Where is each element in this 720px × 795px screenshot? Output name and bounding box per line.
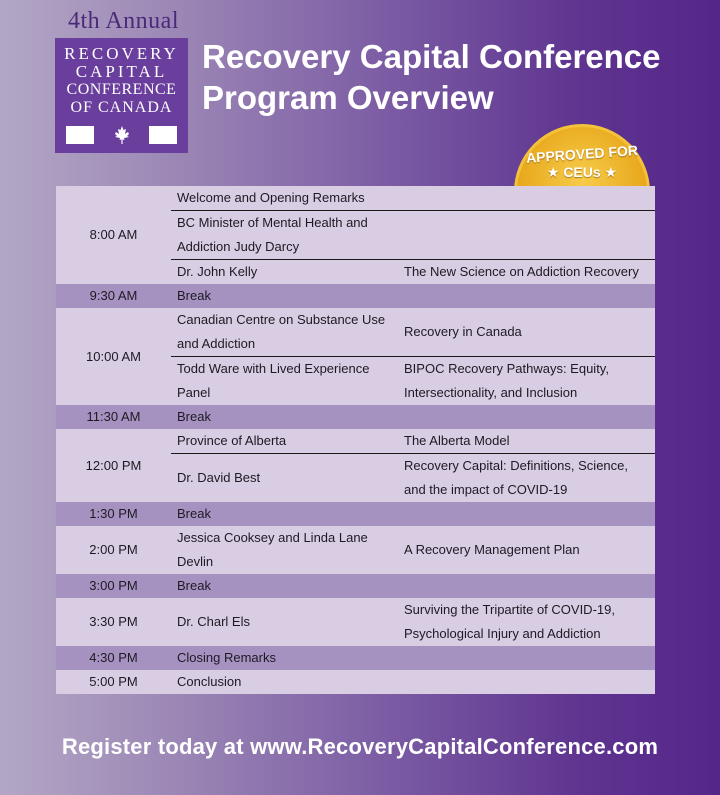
- session-speaker: Todd Ware with Lived Experience Panel: [171, 357, 401, 406]
- break-row: [56, 405, 655, 429]
- session-topic-empty: [401, 211, 655, 260]
- time-cell: 10:00 AM: [56, 308, 171, 405]
- break-label: Break: [171, 574, 655, 598]
- program-schedule-table: [56, 186, 655, 694]
- break-label: Break: [171, 405, 655, 429]
- title-line-1: Recovery Capital Conference: [202, 38, 661, 75]
- badge-text-approved: APPROVED FOR: [525, 142, 639, 166]
- page-title: [202, 36, 682, 118]
- schedule-row: [56, 429, 655, 454]
- session-speaker: Jessica Cooksey and Linda Lane Devlin: [171, 526, 401, 574]
- session-speaker: BC Minister of Mental Health and Addiction Judy Darcy: [171, 211, 401, 260]
- schedule-row: [56, 308, 655, 357]
- logo-line-canada: OF CANADA: [70, 99, 173, 116]
- break-row: [56, 284, 655, 308]
- logo-line-capital: CAPITAL: [75, 62, 168, 81]
- session-speaker: Dr. David Best: [171, 454, 401, 503]
- break-row: [56, 502, 655, 526]
- time-cell: 3:30 PM: [56, 598, 171, 646]
- annual-label: 4th Annual: [68, 8, 179, 34]
- session-topic: Recovery in Canada: [401, 308, 655, 357]
- maple-leaf-icon: [112, 125, 132, 145]
- schedule-row: [56, 598, 655, 646]
- session-topic: The Alberta Model: [401, 429, 655, 454]
- canada-flag-icon: [66, 126, 177, 144]
- closing-label: Closing Remarks: [171, 646, 655, 670]
- session-speaker: Canadian Centre on Substance Use and Addiction: [171, 308, 401, 357]
- schedule-row: [56, 526, 655, 574]
- time-cell: 12:00 PM: [56, 429, 171, 502]
- conclusion-row: [56, 670, 655, 694]
- break-label: Break: [171, 284, 655, 308]
- conference-logo: [55, 38, 188, 153]
- badge-text-ceus: ★ CEUs ★: [546, 164, 618, 180]
- time-cell: 11:30 AM: [56, 405, 171, 429]
- flag-bar-right: [149, 126, 177, 144]
- session-title: Welcome and Opening Remarks: [171, 186, 655, 211]
- time-cell: 3:00 PM: [56, 574, 171, 598]
- schedule-row: [56, 186, 655, 211]
- session-speaker: Dr. John Kelly: [171, 260, 401, 285]
- session-topic: The New Science on Addiction Recovery: [401, 260, 655, 285]
- title-line-2: Program Overview: [202, 79, 494, 116]
- break-label: Break: [171, 502, 655, 526]
- session-topic: BIPOC Recovery Pathways: Equity, Intersectionality, and Inclusion: [401, 357, 655, 406]
- session-speaker: Province of Alberta: [171, 429, 401, 454]
- break-row: [56, 574, 655, 598]
- conclusion-label: Conclusion: [171, 670, 655, 694]
- ceu-approval-badge: [514, 124, 650, 190]
- closing-row: [56, 646, 655, 670]
- logo-line-recovery: RECOVERY: [64, 44, 179, 63]
- time-cell: 8:00 AM: [56, 186, 171, 284]
- session-speaker: Dr. Charl Els: [171, 598, 401, 646]
- time-cell: 9:30 AM: [56, 284, 171, 308]
- time-cell: 4:30 PM: [56, 646, 171, 670]
- register-cta: Register today at www.RecoveryCapitalConference.com: [61, 734, 659, 759]
- time-cell: 1:30 PM: [56, 502, 171, 526]
- flag-bar-left: [66, 126, 94, 144]
- time-cell: 2:00 PM: [56, 526, 171, 574]
- logo-line-conference: CONFERENCE: [66, 81, 177, 98]
- session-topic: Surviving the Tripartite of COVID-19, Psychological Injury and Addiction: [401, 598, 655, 646]
- session-topic: Recovery Capital: Definitions, Science, and the impact of COVID-19: [401, 454, 655, 503]
- session-topic: A Recovery Management Plan: [401, 526, 655, 574]
- time-cell: 5:00 PM: [56, 670, 171, 694]
